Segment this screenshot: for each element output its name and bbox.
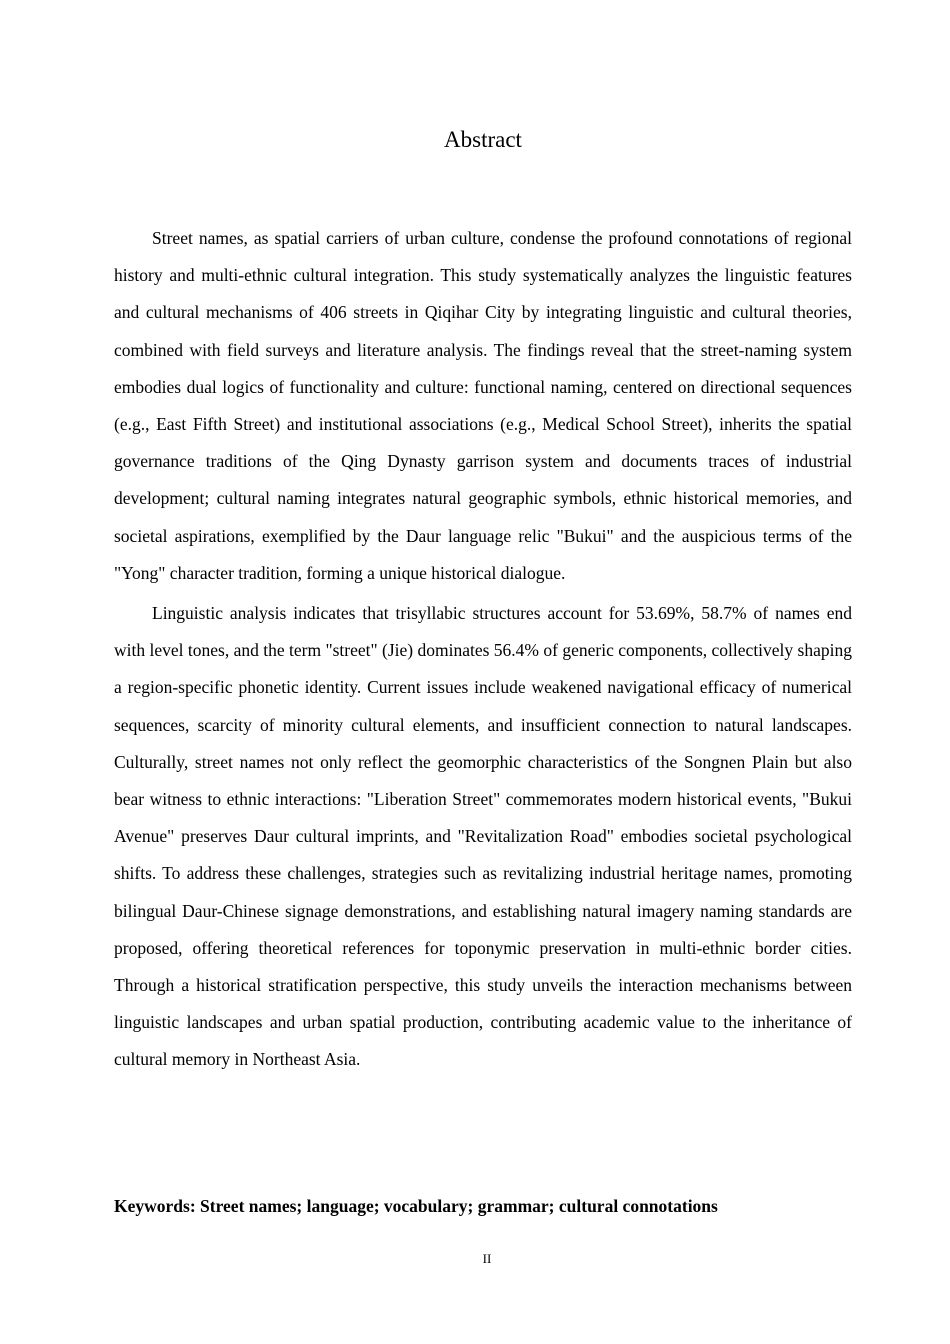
page-number: II — [482, 1251, 492, 1266]
abstract-paragraph-2: Linguistic analysis indicates that trisyllabic structures account for 53.69%, 58.7% of names end with level tones, and the term "street" (Jie) dominates 56.4% of generic components, collectively shaping a region-specific phonetic identity. Current issues include weakened navigational efficacy of numerical sequences, scarcity of minority cultural elements, and insufficient connection to natural landscapes. Culturally, street names not only reflect the geomorphic characteristics of the Songnen Plain but also bear witness to ethnic interactions: "Liberation Street" commemorates modern historical events, "Bukui Avenue" preserves Daur cultural imprints, and "Revitalization Road" embodies societal psychological shifts. To address these challenges, strategies such as revitalizing industrial heritage names, promoting bilingual Daur-Chinese signage demonstrations, and establishing natural imagery naming standards are proposed, offering theoretical references for toponymic preservation in multi-ethnic border cities. Through a historical stratification perspective, this study unveils the interaction mechanisms between linguistic landscapes and urban spatial production, contributing academic value to the inheritance of cultural memory in Northeast Asia. — [114, 603, 852, 1070]
keywords-line: Keywords: Street names; language; vocabulary; grammar; cultural connotations — [114, 1196, 718, 1216]
abstract-paragraph-1: Street names, as spatial carriers of urban culture, condense the profound connotations of regional history and multi-ethnic cultural integration. This study systematically analyzes the linguistic features and cultural mechanisms of 406 streets in Qiqihar City by integrating linguistic and cultural theories, combined with field surveys and literature analysis. The findings reveal that the street-naming system embodies dual logics of functionality and culture: functional naming, centered on directional sequences (e.g., East Fifth Street) and institutional associations (e.g., Medical School Street), inherits the spatial governance traditions of the Qing Dynasty garrison system and documents traces of industrial development; cultural naming integrates natural geographic symbols, ethnic historical memories, and societal aspirations, exemplified by the Daur language relic "Bukui" and the auspicious terms of the "Yong" character tradition, forming a unique historical dialogue. — [114, 228, 852, 583]
abstract-body — [114, 220, 852, 1082]
page-title: Abstract — [444, 127, 522, 152]
